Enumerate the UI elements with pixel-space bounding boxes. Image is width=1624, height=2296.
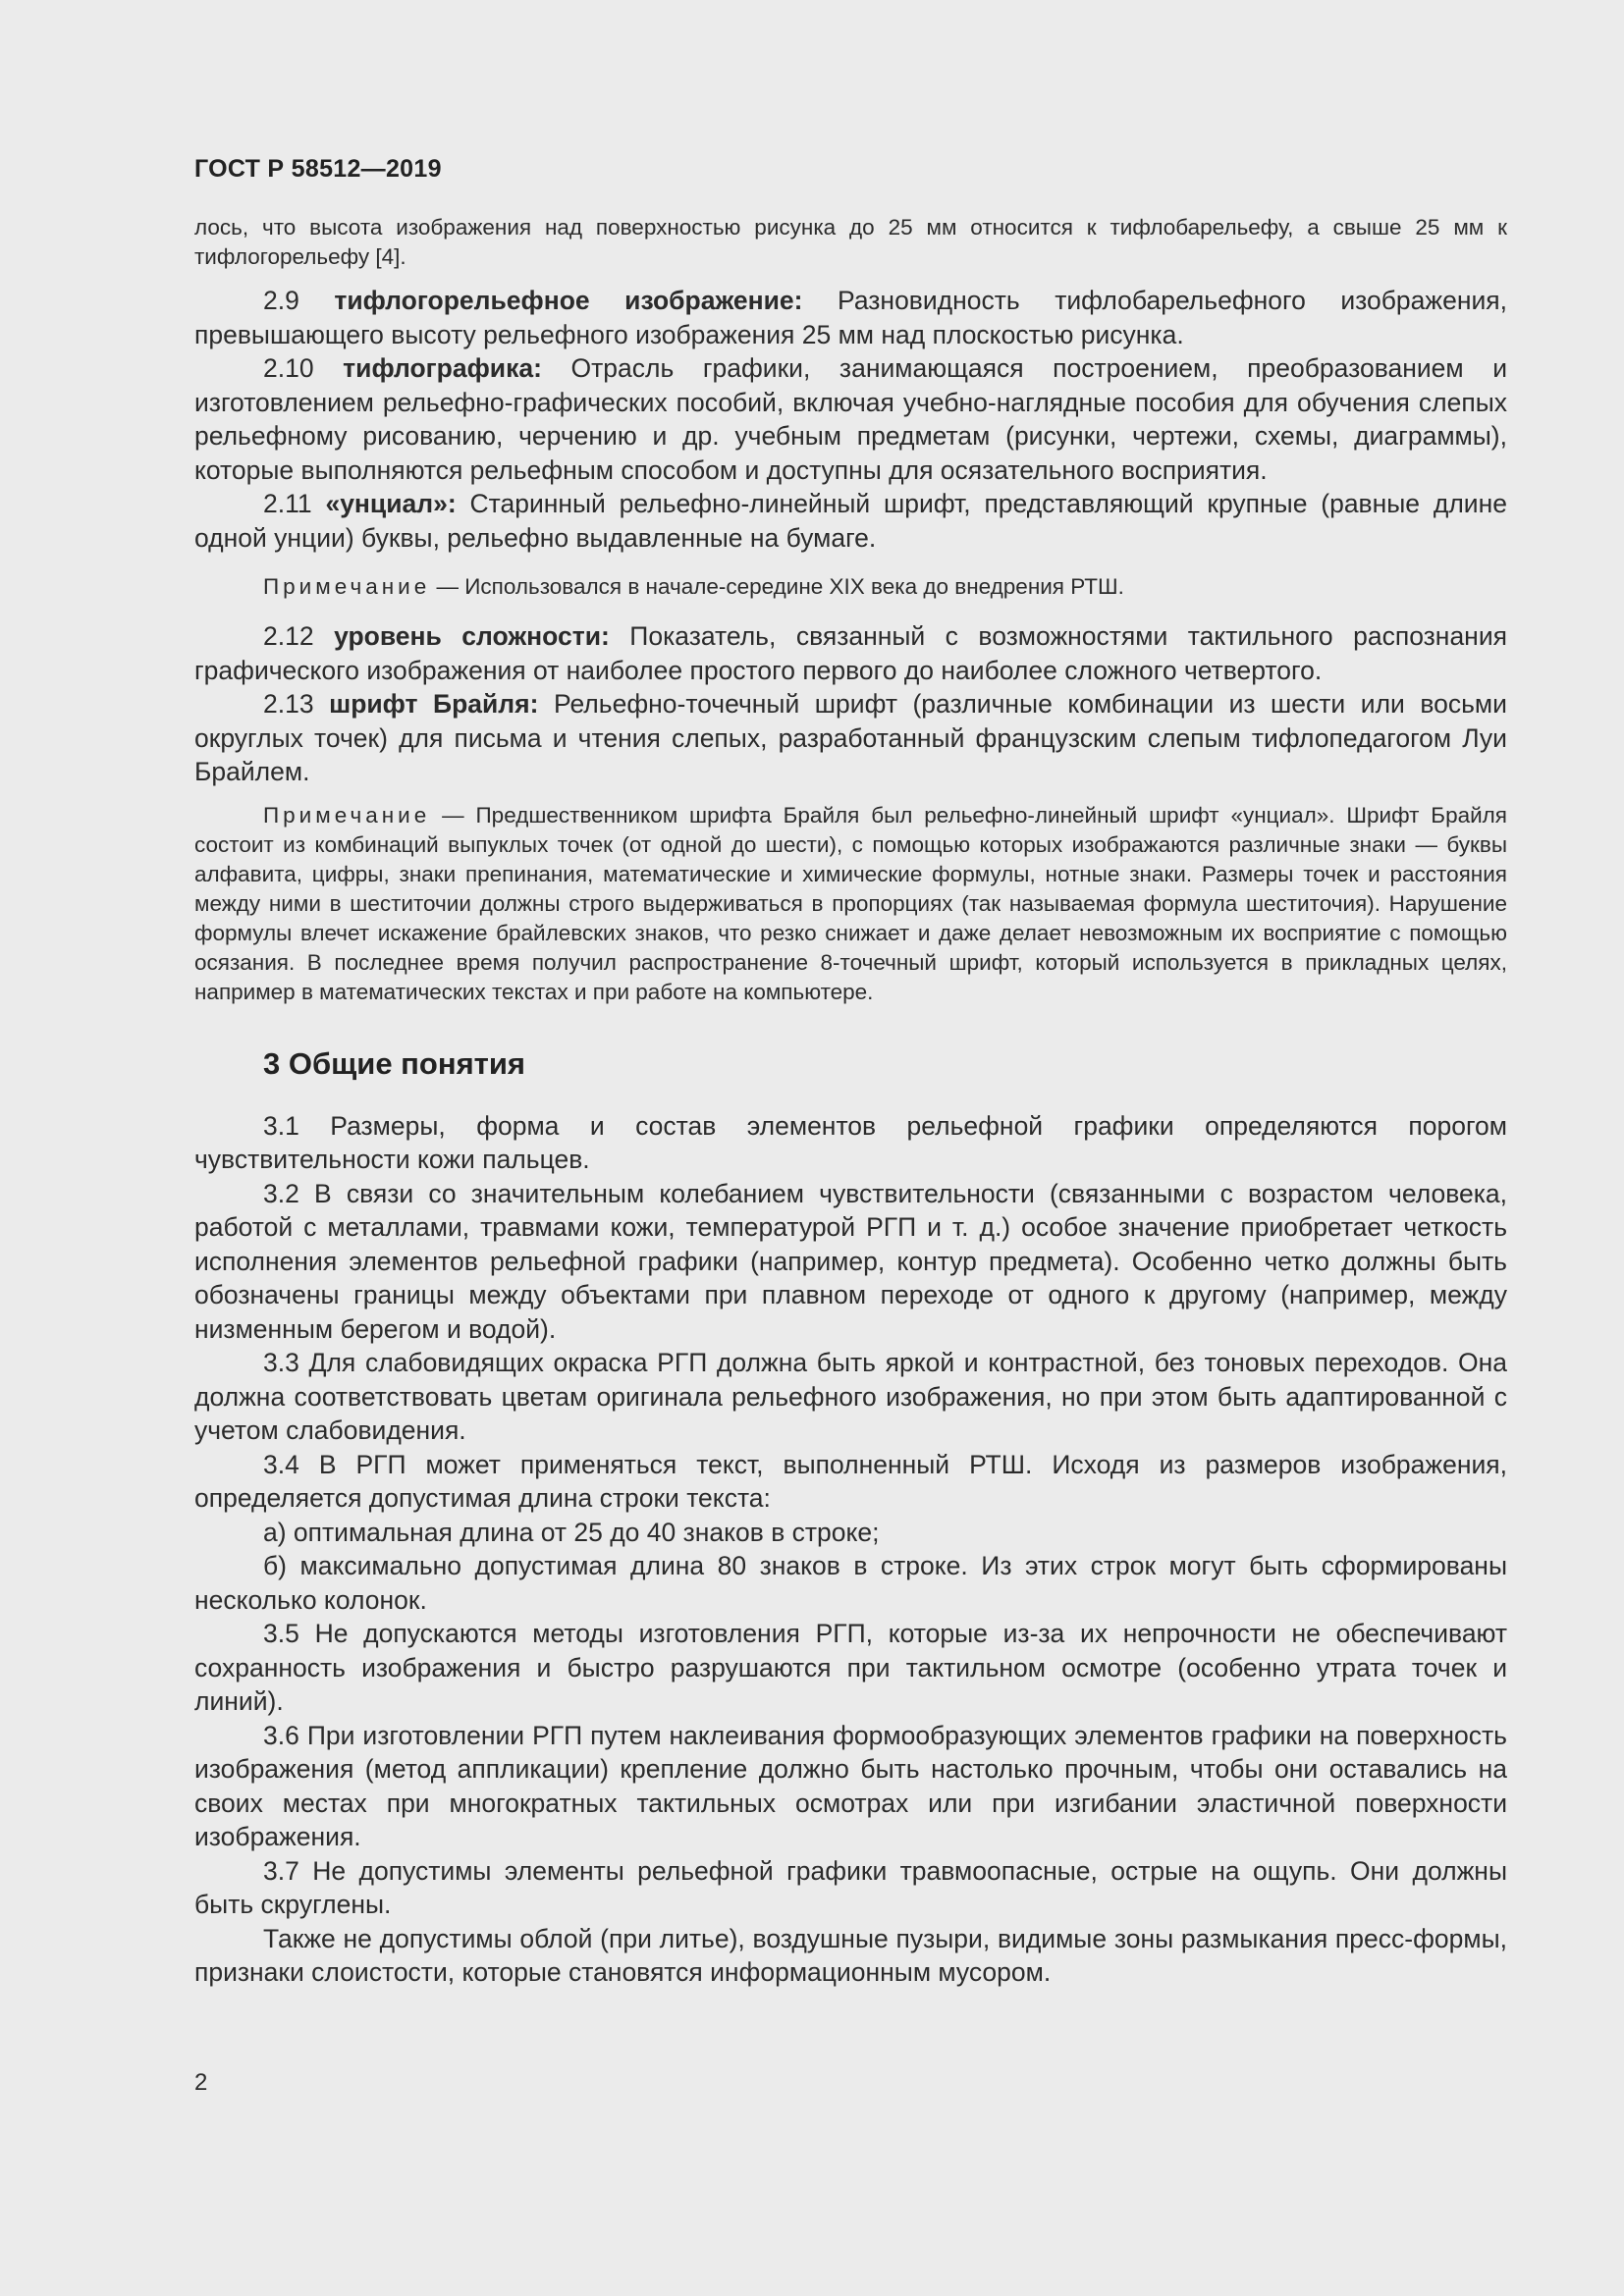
- paragraph-3-6: 3.6 При изготовлении РГП путем наклеивания формообразующих элементов графики на поверхность изображения (метод аппликации) крепление должно быть настолько прочным, чтобы они оставались на своих местах при многократных тактильных осмотрах или при изгибании эластичной поверхности изображения.: [194, 1720, 1507, 1851]
- definition-term: тифлогорельефное изображение:: [334, 286, 803, 315]
- page-number: 2: [194, 2069, 208, 2096]
- section-3-title: 3 Общие понятия: [263, 1045, 525, 1081]
- definition-text: Показатель, связанный с возможностями тактильного распознания графического изображения от наиболее простого первого до наиболее сложного четвертого.: [194, 621, 1507, 685]
- note-text: — Использовался в начале-середине XIX века до внедрения РТШ.: [436, 574, 1124, 599]
- note-text: — Предшественником шрифта Брайля был рельефно-линейный шрифт «унциал». Шрифт Брайля состоит из комбинаций выпуклых точек (от одной до шести), с помощью которых изображаются различные знаки — буквы алфавита, цифры, знаки препинания, математические и химические формулы, нотные знаки. Размеры точек и расстояния между ними в шеститочии должны строго выдерживаться в пропорциях (так называемая формула шеститочия). Нарушение формулы влечет искажение брайлевских знаков, что резко снижает и даже делает невозможным их восприятие с помощью осязания. В последнее время получил распространение 8-точечный шрифт, который используется в прикладных целях, например в математических текстах и при работе на компьютере.: [194, 802, 1507, 1004]
- document-page: [194, 147, 1507, 1990]
- paragraph-3-2: 3.2 В связи со значительным колебанием чувствительности (связанными с возрастом человека, работой с металлами, травмами кожи, температурой РГП и т. д.) особое значение приобретает четкость исполнения элементов рельефной графики (например, контур предмета). Особенно четко должны быть обозначены границы между объектами при плавном переходе от одного к другому (например, между низменным берегом и водой).: [194, 1178, 1507, 1344]
- definition-term: шрифт Брайля:: [329, 689, 539, 719]
- definition-text: Рельефно-точечный шрифт (различные комбинации из шести или восьми округлых точек) для письма и чтения слепых, разработанный французским слепым тифлопедагогом Луи Брайлем.: [194, 689, 1507, 786]
- definition-number: 2.12: [263, 621, 314, 651]
- list-item-a: а) оптимальная длина от 25 до 40 знаков в строке;: [263, 1517, 880, 1547]
- paragraph-3-5: 3.5 Не допускаются методы изготовления РГП, которые из-за их непрочности не обеспечивают сохранность изображения и быстро разрушаются при тактильном осмотре (особенно утрата точек и линий).: [194, 1619, 1507, 1716]
- definition-text: Старинный рельефно-линейный шрифт, представляющий крупные (равные длине одной унции) буквы, рельефно выдавленные на бумаге.: [194, 489, 1507, 553]
- continuation-text: лось, что высота изображения над поверхностью рисунка до 25 мм относится к тифлобарельефу, а свыше 25 мм к тифлогорельефу [4].: [194, 215, 1507, 269]
- definition-2-13: [194, 687, 1507, 789]
- definition-number: 2.11: [263, 489, 312, 518]
- paragraph-3-7-continuation: Также не допустимы облой (при литье), воздушные пузыри, видимые зоны размыкания пресс-формы, признаки слоистости, которые становятся информационным мусором.: [194, 1923, 1507, 1987]
- definition-term: уровень сложности:: [334, 621, 610, 651]
- paragraph-3-7: 3.7 Не допустимы элементы рельефной графики травмоопасные, острые на ощупь. Они должны быть скруглены.: [194, 1855, 1507, 1919]
- paragraph-3-1: 3.1 Размеры, форма и состав элементов рельефной графики определяются порогом чувствительности кожи пальцев.: [194, 1110, 1507, 1174]
- note-label: Примечание: [263, 574, 431, 599]
- list-item-b: б) максимально допустимая длина 80 знаков в строке. Из этих строк могут быть сформированы несколько колонок.: [194, 1551, 1507, 1615]
- definition-number: 2.10: [263, 353, 314, 383]
- definition-text: Разновидность тифлобарельефного изображения, превышающего высоту рельефного изображения 25 мм над плоскостью рисунка.: [194, 286, 1508, 349]
- paragraph-3-4: 3.4 В РГП может применяться текст, выполненный РТШ. Исходя из размеров изображения, определяется допустимая длина строки текста:: [194, 1449, 1507, 1513]
- note-2-11: [194, 572, 1507, 602]
- definition-number: 2.13: [263, 689, 314, 719]
- definition-2-9: [194, 284, 1507, 351]
- definition-2-11: [194, 487, 1507, 555]
- definition-text: Отрасль графики, занимающаяся построением, преобразованием и изготовлением рельефно-графических пособий, включая учебно-наглядные пособия для обучения слепых рельефному рисованию, черчению и др. учебным предметам (рисунки, чертежи, схемы, диаграммы), которые выполняются рельефным способом и доступны для осязательного восприятия.: [194, 353, 1507, 485]
- definition-2-12: [194, 619, 1507, 687]
- definition-2-10: [194, 351, 1507, 487]
- document-header: ГОСТ Р 58512—2019: [194, 155, 442, 183]
- definition-term: тифлографика:: [343, 353, 542, 383]
- definition-number: 2.9: [263, 286, 299, 315]
- note-2-13: [194, 801, 1507, 1007]
- definition-term: «унциал»:: [325, 489, 457, 518]
- paragraph-3-3: 3.3 Для слабовидящих окраска РГП должна быть яркой и контрастной, без тоновых переходов. Она должна соответствовать цветам оригинала рельефного изображения, но при этом быть адаптированной с учетом слабовидения.: [194, 1348, 1507, 1445]
- note-label: Примечание: [263, 802, 431, 828]
